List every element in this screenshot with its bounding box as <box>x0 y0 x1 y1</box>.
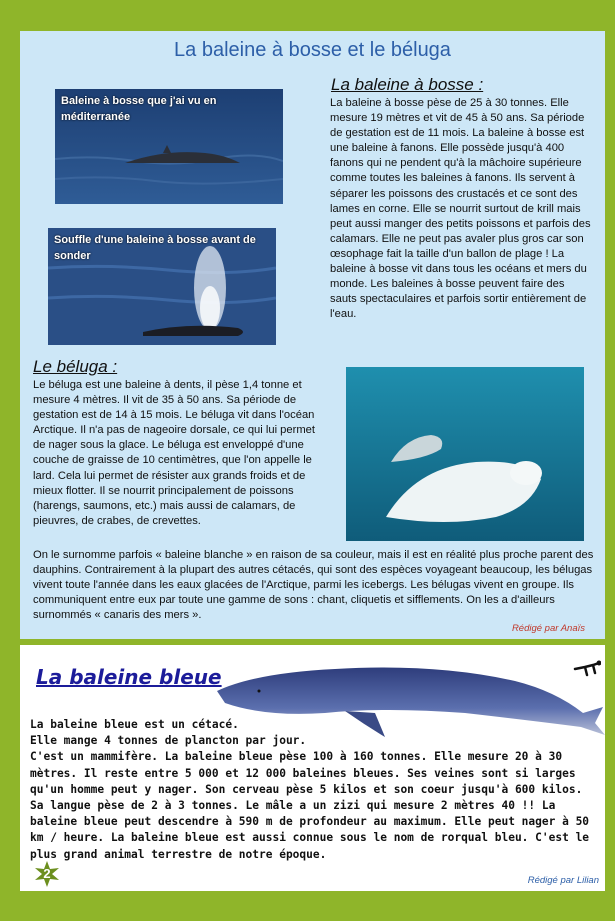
diver-icon <box>573 659 601 677</box>
bottom-panel <box>20 645 605 891</box>
blue-whale-text: La baleine bleue est un cétacé. Elle mange 4 tonnes de plancton par jour. C'est un mammifère. La baleine bleue pèse 100 à 160 tonnes. Elle mesure 20 à 30 mètres. Il reste entre 5 000 et 12 000 baleines bleues. Ses veines sont si larges qu'un homme peut y nager. Son cerveau pèse 5 kilos et son coeur jusqu'à 600 kilos. Sa langue pèse de 2 à 3 tonnes. Le mâle a un zizi qui mesure 2 mètres 40 !! La baleine bleue peut descendre à 590 m de profondeur au maximum. Elle peut nager à 50 km / heure. La baleine bleue est aussi connue sous le nom de rorqual bleu. C'est le plus grand animal terrestre de notre époque. <box>30 718 590 861</box>
beluga-text-full: On le surnomme parfois « baleine blanche » en raison de sa couleur, mais il est en réalité plus proche parent des dauphins. Contrairement à la plupart des autres cétacés, qui sont des espèces voyageant beaucoup, les bélugas vivent toute l'année dans les eaux glacées de l'Arctique, parmi les icebergs. Les bélugas vivent en groupe. Ils communiquent entre eux par toute une gamme de sons : chant, cliquetis et sifflements. On les a d'ailleurs surnommés « canaris des mers ». <box>33 549 594 622</box>
blue-whale-credit: Rédigé par Lilian <box>527 875 599 886</box>
blue-whale-heading: La baleine bleue <box>36 665 222 689</box>
humpback-photo <box>55 89 283 204</box>
whale-blow-photo <box>48 228 276 345</box>
beluga-image <box>346 367 584 541</box>
top-panel <box>20 31 605 639</box>
photo1-caption: Baleine à bosse que j'ai vu en méditerranée <box>61 95 217 123</box>
page-number: 2 <box>43 866 51 881</box>
beluga-photo <box>346 367 584 541</box>
humpback-heading: La baleine à bosse : <box>331 75 484 94</box>
page-number-badge <box>33 860 61 888</box>
beluga-text-left: Le béluga est une baleine à dents, il pèse 1,4 tonne et mesure 4 mètres. Il vit de 35 à 50 ans. Sa période de gestation est de 14 à 15 mois. Le béluga vit dans l'océan Arctique. Il n'a pas de nageoire dorsale, ce qui lui permet de nager sous la glace. Le béluga est enveloppé d'une couche de graisse de 10 centimètres, que l'on appelle le lard. Cela lui permet de résister aux grands froids et de mieux flotter. Il se nourrit principalement de poissons (harengs, saumons, etc.) mais aussi de calamars, de pieuvres, de crabes, de crevettes. <box>33 379 315 527</box>
beluga-credit: Rédigé par Anaïs <box>511 623 585 634</box>
photo2-caption: Souffle d'une baleine à bosse avant de sonder <box>54 234 256 262</box>
beluga-heading: Le béluga : <box>33 357 118 376</box>
page-title: La baleine à bosse et le béluga <box>174 39 451 61</box>
humpback-text: La baleine à bosse pèse de 25 à 30 tonnes. Elle mesure 19 mètres et vit de 45 à 50 ans. Sa période de gestation est de 11 mois. La baleine à bosse est une baleine à fanons. Elle possède jusqu'à 400 fanons qui ne pendent qu'à la mâchoire supérieure comme toutes les baleines à fanons. Ils servent à séparer les poissons des crustacés et ce sont des lames en corne. Elle se nourrit surtout de krill mais peut aussi manger des petits poissons et parfois des calamars. Elle ne peut pas avaler plus gros car son œsophage fait la taille d'un ballon de plage ! La baleine à bosse vit dans tous les océans et mers du monde. Les baleines à bosse peuvent faire des sauts spectaculaires et parfois sortir entièrement de l'eau. <box>330 97 591 321</box>
